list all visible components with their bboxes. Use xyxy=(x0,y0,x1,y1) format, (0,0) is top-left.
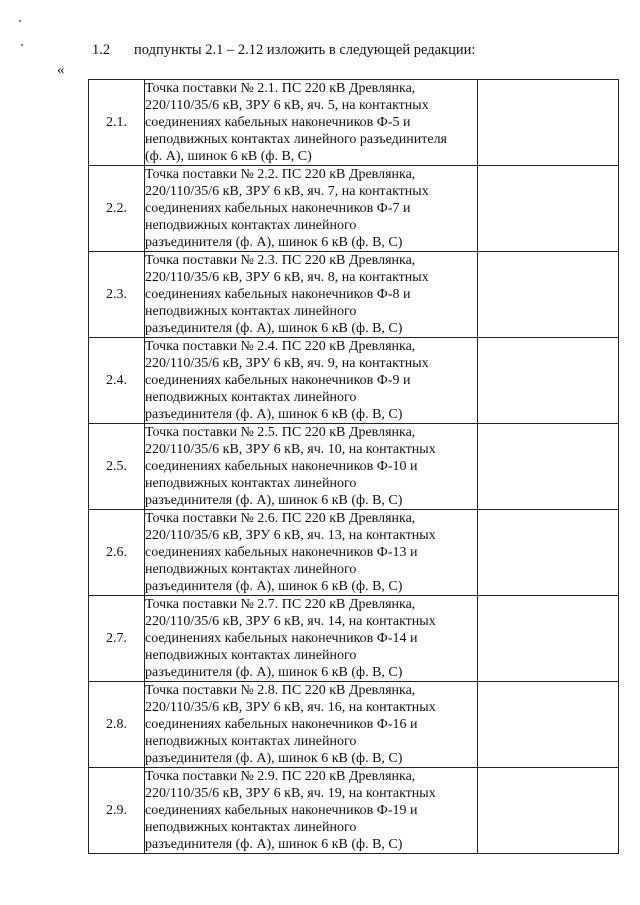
row-number-cell: 2.6. xyxy=(89,510,145,596)
row-description-cell xyxy=(145,80,478,166)
row-number-cell: 2.8. xyxy=(89,682,145,768)
row-description-cell xyxy=(145,252,478,338)
row-description-cell xyxy=(145,166,478,252)
scan-speck xyxy=(21,44,23,46)
delivery-point-description: Точка поставки № 2.8. ПС 220 кВ Древлянка, 220/110/35/6 кВ, ЗРУ 6 кВ, яч. 16, на контактных соединениях кабельных наконечников Ф-16 и неподвижных контактах линейного разъединителя (ф. А), шинок 6 кВ (ф. В, С) xyxy=(145,683,436,766)
row-empty-cell xyxy=(478,80,619,166)
table-row xyxy=(89,682,619,768)
row-empty-cell xyxy=(478,252,619,338)
delivery-point-description: Точка поставки № 2.6. ПС 220 кВ Древлянка, 220/110/35/6 кВ, ЗРУ 6 кВ, яч. 13, на контактных соединениях кабельных наконечников Ф-13 и неподвижных контактах линейного разъединителя (ф. А), шинок 6 кВ (ф. В, С) xyxy=(145,511,436,594)
table-row xyxy=(89,424,619,510)
section-number: 1.2 xyxy=(92,42,111,58)
row-number-cell: 2.2. xyxy=(89,166,145,252)
table-row xyxy=(89,80,619,166)
row-empty-cell xyxy=(478,166,619,252)
table-row xyxy=(89,338,619,424)
section-heading xyxy=(92,42,475,59)
row-description-cell xyxy=(145,596,478,682)
delivery-point-description: Точка поставки № 2.7. ПС 220 кВ Древлянка, 220/110/35/6 кВ, ЗРУ 6 кВ, яч. 14, на контактных соединениях кабельных наконечников Ф-14 и неподвижных контактах линейного разъединителя (ф. А), шинок 6 кВ (ф. В, С) xyxy=(145,597,436,680)
row-number-cell: 2.3. xyxy=(89,252,145,338)
scan-speck xyxy=(19,20,21,22)
row-number-cell: 2.9. xyxy=(89,768,145,854)
table-row xyxy=(89,596,619,682)
row-description-cell xyxy=(145,682,478,768)
row-description-cell xyxy=(145,510,478,596)
opening-quote: « xyxy=(57,62,65,78)
delivery-points-table xyxy=(88,79,619,854)
table-row xyxy=(89,510,619,596)
row-number-cell: 2.7. xyxy=(89,596,145,682)
delivery-point-description: Точка поставки № 2.9. ПС 220 кВ Древлянка, 220/110/35/6 кВ, ЗРУ 6 кВ, яч. 19, на контактных соединениях кабельных наконечников Ф-19 и неподвижных контактах линейного разъединителя (ф. А), шинок 6 кВ (ф. В, С) xyxy=(145,769,436,852)
row-empty-cell xyxy=(478,596,619,682)
row-number-cell: 2.4. xyxy=(89,338,145,424)
table-body xyxy=(89,80,619,854)
delivery-point-description: Точка поставки № 2.3. ПС 220 кВ Древлянка, 220/110/35/6 кВ, ЗРУ 6 кВ, яч. 8, на контактных соединениях кабельных наконечников Ф-8 и неподвижных контактах линейного разъединителя (ф. А), шинок 6 кВ (ф. В, С) xyxy=(145,253,429,336)
delivery-point-description: Точка поставки № 2.1. ПС 220 кВ Древлянка, 220/110/35/6 кВ, ЗРУ 6 кВ, яч. 5, на контактных соединениях кабельных наконечников Ф-5 и неподвижных контактах линейного разъединителя (ф. А), шинок 6 кВ (ф. В, С) xyxy=(145,81,447,164)
delivery-point-description: Точка поставки № 2.4. ПС 220 кВ Древлянка, 220/110/35/6 кВ, ЗРУ 6 кВ, яч. 9, на контактных соединениях кабельных наконечников Ф-9 и неподвижных контактах линейного разъединителя (ф. А), шинок 6 кВ (ф. В, С) xyxy=(145,339,429,422)
row-empty-cell xyxy=(478,338,619,424)
row-empty-cell xyxy=(478,424,619,510)
delivery-point-description: Точка поставки № 2.2. ПС 220 кВ Древлянка, 220/110/35/6 кВ, ЗРУ 6 кВ, яч. 7, на контактных соединениях кабельных наконечников Ф-7 и неподвижных контактах линейного разъединителя (ф. А), шинок 6 кВ (ф. В, С) xyxy=(145,167,429,250)
row-description-cell xyxy=(145,424,478,510)
table-row xyxy=(89,768,619,854)
section-instruction: подпункты 2.1 – 2.12 изложить в следующей редакции: xyxy=(134,42,476,58)
table-row xyxy=(89,166,619,252)
delivery-point-description: Точка поставки № 2.5. ПС 220 кВ Древлянка, 220/110/35/6 кВ, ЗРУ 6 кВ, яч. 10, на контактных соединениях кабельных наконечников Ф-10 и неподвижных контактах линейного разъединителя (ф. А), шинок 6 кВ (ф. В, С) xyxy=(145,425,436,508)
row-empty-cell xyxy=(478,682,619,768)
table-row xyxy=(89,252,619,338)
row-description-cell xyxy=(145,338,478,424)
row-number-cell: 2.1. xyxy=(89,80,145,166)
row-empty-cell xyxy=(478,510,619,596)
row-empty-cell xyxy=(478,768,619,854)
row-number-cell: 2.5. xyxy=(89,424,145,510)
row-description-cell xyxy=(145,768,478,854)
